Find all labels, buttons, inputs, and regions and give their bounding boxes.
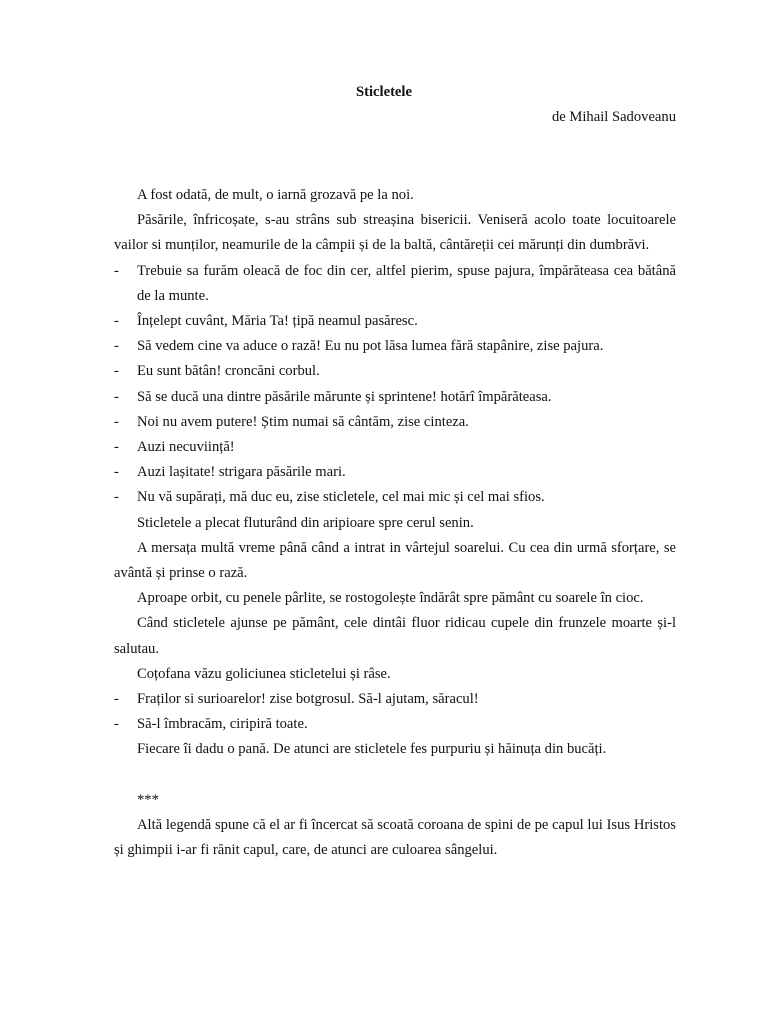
dialogue-line [114,712,676,737]
dialogue-block [114,259,676,511]
dialogue-text: Fraților si surioarelor! zise botgrosul. Să-l ajutam, săracul! [137,691,479,708]
section-separator: *** [137,791,159,808]
dash-marker: - [114,262,119,279]
dash-marker: - [114,338,119,355]
dialogue-line [114,435,676,460]
paragraph: Fiecare îi dadu o pană. De atunci are sticletele fes purpuriu și hăinuța din bucăți. [137,741,607,758]
dialogue-text: Să vedem cine va aduce o rază! Eu nu pot lăsa lumea fără stapânire, zise pajura. [137,338,604,355]
dash-marker: - [114,716,119,733]
blank-line [114,763,676,788]
legend-paragraph: Altă legendă spune că el ar fi încercat să scoată coroana de spini de pe capul lui Isus Hristos și ghimpii i-ar fi rănit capul, care, de atunci are culoarea sângelui. [114,817,676,859]
paragraph: Coțofana văzu goliciunea sticletelui și râse. [137,665,391,682]
paragraph: Păsările, înfricoșate, s-au strâns sub streașina bisericii. Veniseră acolo toate locuitoarele vailor si munților, neamurile de la câmpii și de la baltă, cântăreții cei mărunți din dumbrăvi. [114,212,676,254]
dialogue-text: Noi nu avem putere! Știm numai să cântăm, zise cinteza. [137,413,469,430]
dialogue-text: Auzi lașitate! strigara păsările mari. [137,464,346,481]
dash-marker: - [114,363,119,380]
dialogue-line [114,385,676,410]
paragraph: Aproape orbit, cu penele pârlite, se rostogolește îndărât spre pământ cu soarele în cioc. [137,590,644,607]
dialogue-line [114,309,676,334]
dash-marker: - [114,464,119,481]
dash-marker: - [114,313,119,330]
dialogue-line [114,334,676,359]
story-author: de Mihail Sadoveanu [551,109,676,125]
paragraph: A mersața multă vreme până când a intrat in vârtejul soarelui. Cu cea din urmă sforțare, se avântă și prinse o rază. [114,539,676,582]
dialogue-line [114,259,676,309]
dialogue-text: Să-l îmbracăm, ciripiră toate. [137,716,308,733]
dash-marker: - [114,413,119,430]
story-body [114,183,676,863]
dialogue-line [114,359,676,384]
dialogue-text: Să se ducă una dintre păsările mărunte și sprintene! hotărî împărăteasa. [137,388,552,405]
dash-marker: - [114,439,119,456]
dialogue-line [114,485,676,510]
dash-marker: - [114,489,119,506]
paragraph: Sticletele a plecat fluturând din aripioare spre cerul senin. [137,514,474,531]
dialogue-line [114,460,676,485]
dialogue-text: Eu sunt bătân! croncăni corbul. [137,363,320,380]
paragraph: A fost odată, de mult, o iarnă grozavă pe la noi. [137,187,414,203]
dash-marker: - [114,691,119,708]
paragraph: Când sticletele ajunse pe pământ, cele dintâi fluor ridicau cupele din frunzele moarte și-l salutau. [114,615,676,657]
dialogue-text: Trebuie sa furăm oleacă de foc din cer, altfel pierim, spuse pajura, împărăteasa cea bătână de la munte. [137,262,676,304]
dialogue-text: Auzi necuviință! [137,439,235,456]
dialogue-text: Înțelept cuvânt, Măria Ta! țipă neamul pasăresc. [137,313,418,330]
dialogue-line [114,687,676,712]
dialogue-text: Nu vă supărați, mă duc eu, zise sticletele, cel mai mic și cel mai sfios. [137,489,545,506]
story-title: Sticletele [356,84,412,100]
dialogue-line [114,410,676,435]
dash-marker: - [114,388,119,405]
dialogue-block [114,687,676,737]
